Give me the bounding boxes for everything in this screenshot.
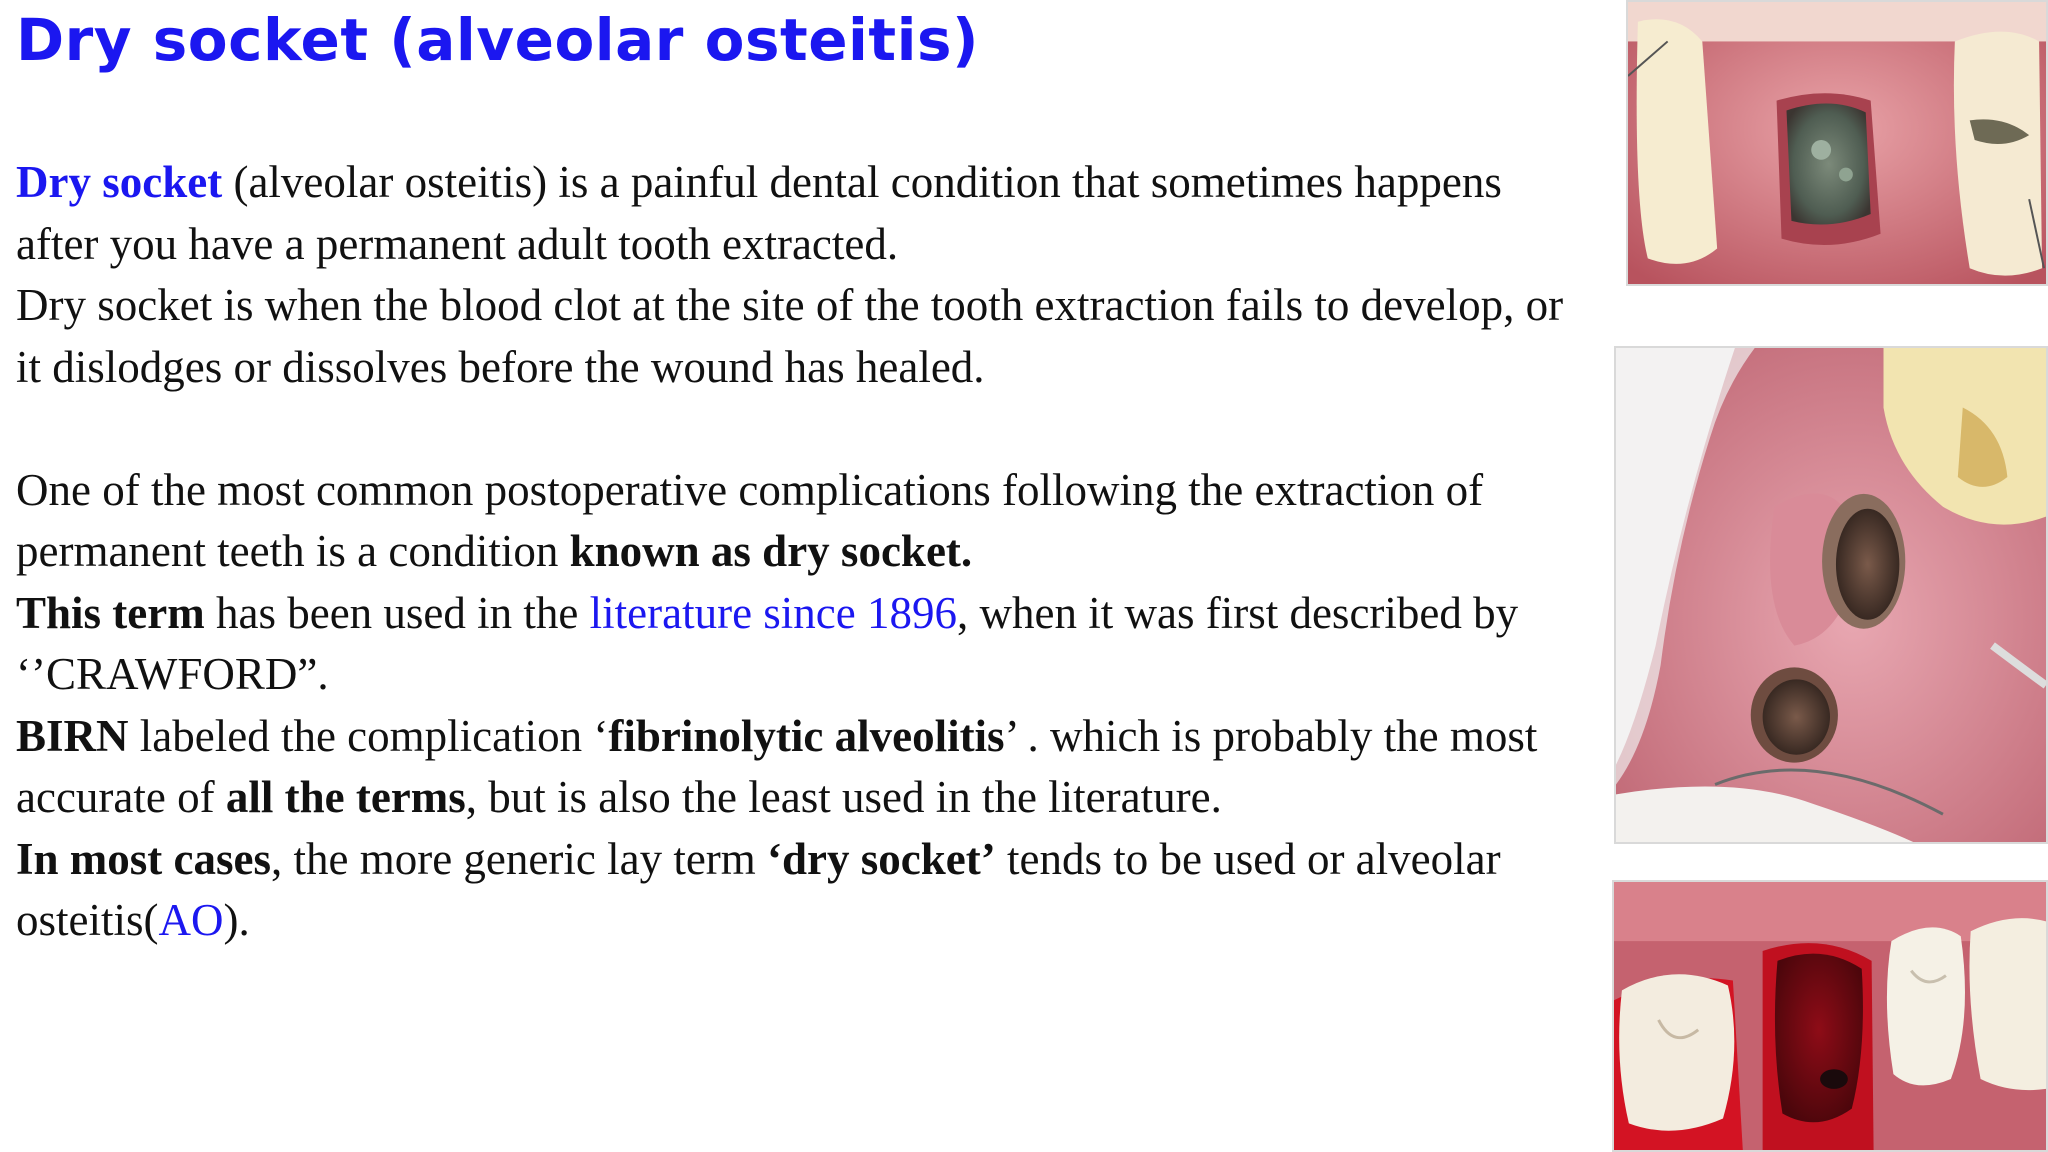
emphasis-text: all the terms (225, 772, 466, 822)
paragraph-complication (16, 460, 1576, 583)
dry-socket-photo-2 (1614, 346, 2048, 844)
emphasis-text: This term (16, 587, 205, 638)
emphasis-text: fibrinolytic alveolitis (608, 710, 1005, 761)
paragraph-text: tends to be used or alveolar osteitis( (16, 833, 1501, 945)
paragraph-text: has been used in the (204, 587, 590, 638)
emphasis-text: BIRN (16, 710, 129, 761)
paragraph-text: , the more generic lay term (271, 833, 768, 884)
dry-socket-photo-3 (1612, 880, 2048, 1152)
paragraph-text: (alveolar osteitis) is a painful dental condition that sometimes happens after you have a permanent adult tooth extracted. (16, 157, 1502, 269)
paragraph-text: , when it was first described by ‘’CRAWFORD”. (16, 587, 1519, 699)
paragraph-text: ). (223, 895, 250, 945)
slide-title: Dry socket (alveolar osteitis) (16, 6, 980, 74)
paragraph-text: One of the most common postoperative complications following the extraction of permanent teeth is a condition (16, 464, 1484, 576)
slide-body (16, 152, 1576, 952)
paragraph-text: , but is also the least used in the literature. (465, 772, 1222, 822)
paragraph-birn (16, 706, 1576, 829)
emphasis-text: ‘dry socket’ (767, 833, 996, 884)
emphasis-text: In most cases (16, 833, 271, 884)
emphasis-text: known as dry socket. (569, 526, 973, 576)
dry-socket-photo-1 (1626, 0, 2048, 286)
paragraph-gap (16, 398, 1576, 460)
term-dry-socket: Dry socket (16, 157, 223, 207)
literature-link[interactable]: literature since 1896 (589, 587, 958, 638)
abbreviation-ao: AO (158, 895, 224, 945)
paragraph-usage (16, 829, 1576, 952)
paragraph-history (16, 583, 1576, 706)
paragraph-text: labeled the complication ‘ (128, 710, 609, 761)
paragraph-definition (16, 152, 1576, 275)
paragraph-text: ’ . which is probably the most accurate of (16, 710, 1538, 822)
paragraph-cause: Dry socket is when the blood clot at the site of the tooth extraction fails to develop, or it dislodges or dissolves before the wound has healed. (16, 280, 1564, 392)
